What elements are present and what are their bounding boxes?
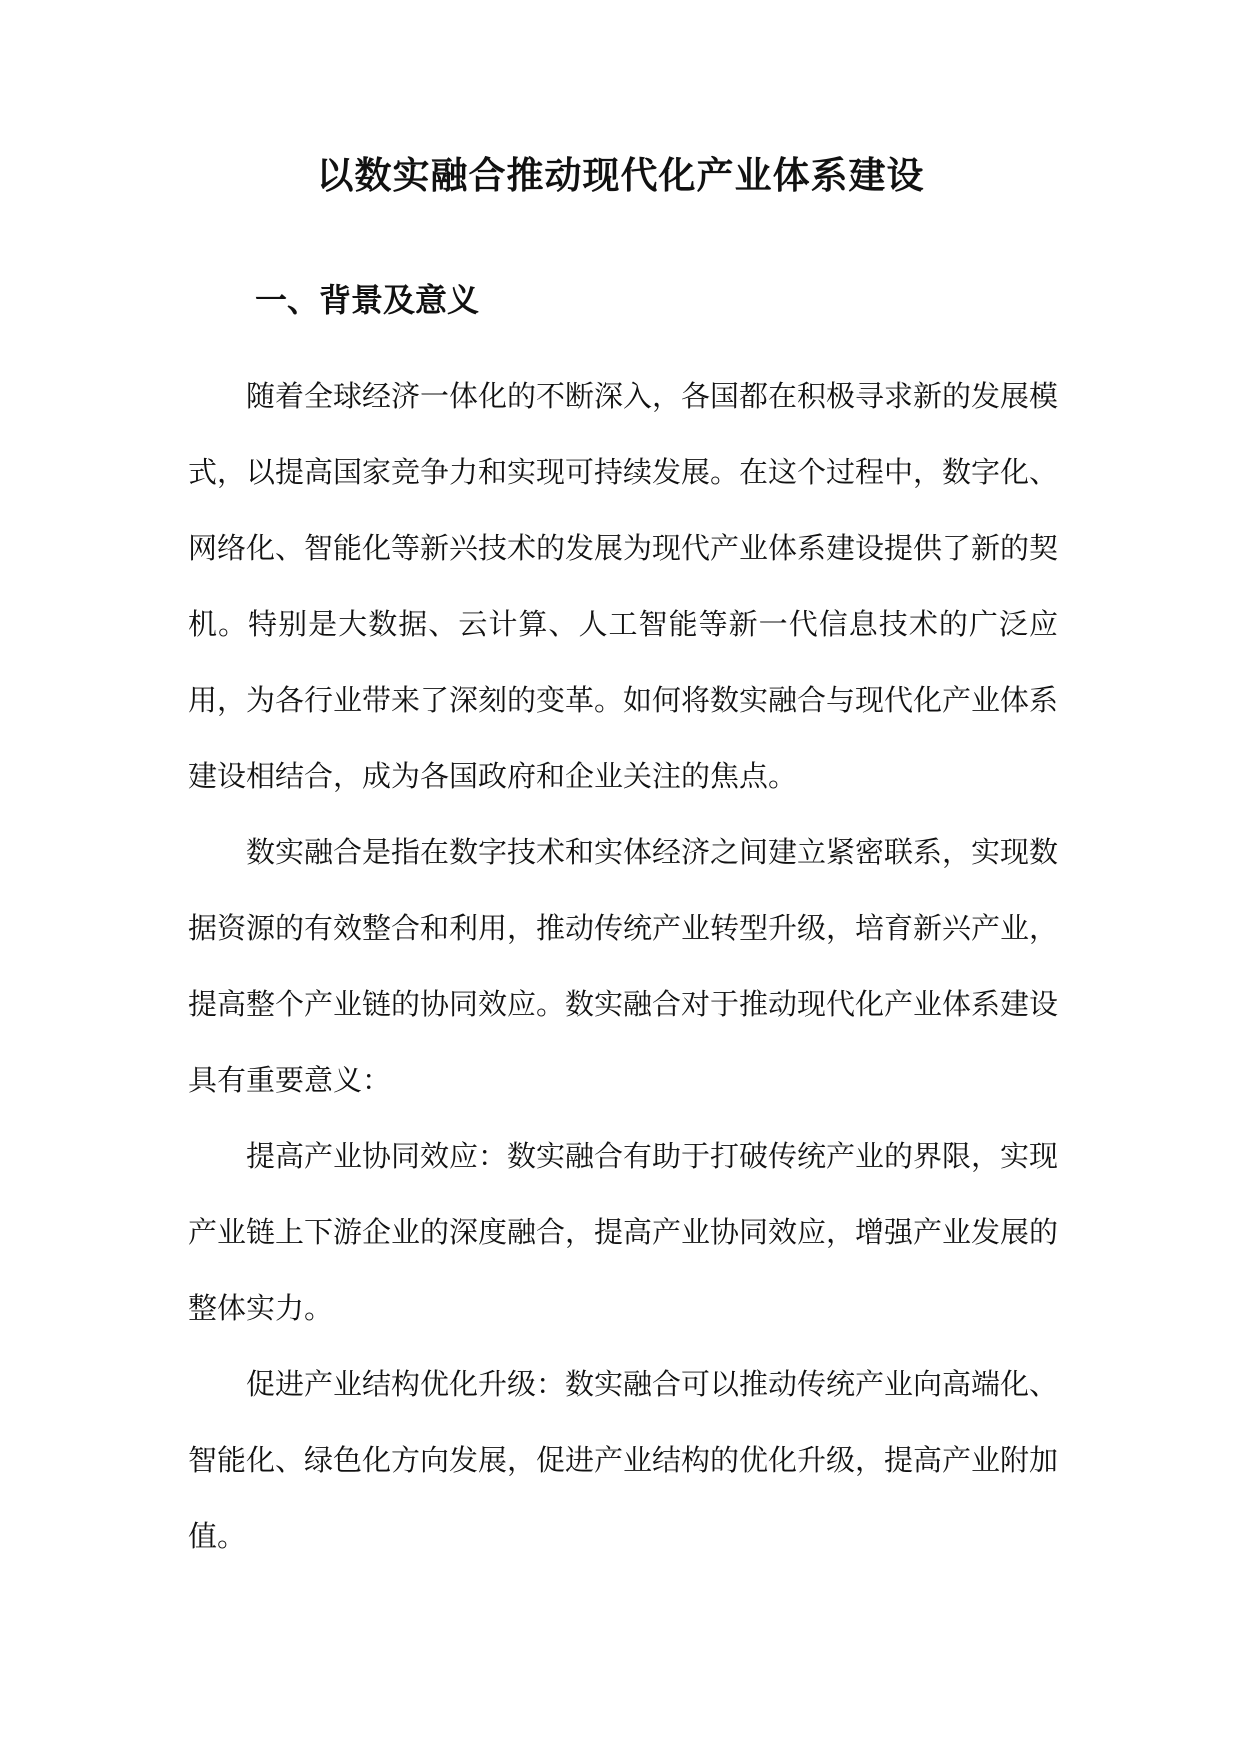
document-title: 以数实融合推动现代化产业体系建设 — [316, 153, 925, 197]
section-heading: 一、背景及意义 — [255, 281, 480, 319]
paragraph-synergy: 提高产业协同效应：数实融合有助于打破传统产业的界限，实现产业链上下游企业的深度融合，提高产业协同效应，增强产业发展的整体实力。 — [188, 1139, 1059, 1325]
paragraph-upgrade: 促进产业结构优化升级：数实融合可以推动传统产业向高端化、智能化、绿色化方向发展，促进产业结构的优化升级，提高产业附加值。 — [188, 1367, 1059, 1553]
paragraph-definition: 数实融合是指在数字技术和实体经济之间建立紧密联系，实现数据资源的有效整合和利用，推动传统产业转型升级，培育新兴产业，提高整个产业链的协同效应。数实融合对于推动现代化产业体系建设具有重要意义： — [188, 835, 1059, 1097]
body-text — [188, 358, 1058, 1574]
paragraph-background: 随着全球经济一体化的不断深入，各国都在积极寻求新的发展模式，以提高国家竞争力和实现可持续发展。在这个过程中，数字化、网络化、智能化等新兴技术的发展为现代产业体系建设提供了新的契机。特别是大数据、云计算、人工智能等新一代信息技术的广泛应用，为各行业带来了深刻的变革。如何将数实融合与现代化产业体系建设相结合，成为各国政府和企业关注的焦点。 — [188, 379, 1059, 793]
